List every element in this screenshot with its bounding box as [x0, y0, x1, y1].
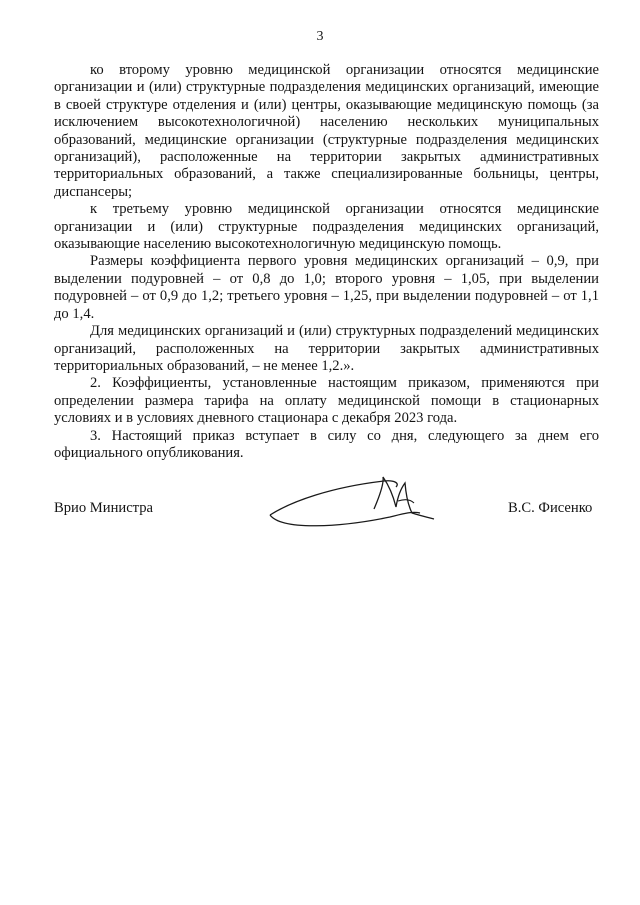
signatory-position: Врио Министра — [54, 500, 153, 516]
paragraph-third-level: к третьему уровню медицинской организации относятся медицинские организации и (или) структурные подразделения медицинских организаций, оказывающие населению высокотехнологичную медицинскую помощь. — [54, 201, 599, 253]
paragraph-item-3: 3. Настоящий приказ вступает в силу со дня, следующего за днем его официального опубликования. — [54, 427, 599, 461]
handwritten-signature — [262, 465, 442, 537]
document-body — [54, 62, 599, 462]
signatory-name: В.С. Фисенко — [508, 500, 593, 516]
paragraph-closed-territories: Для медицинских организаций и (или) структурных подразделений медицинских организаций, расположенных на территории закрытых административных территориальных образований, – не менее 1,2.». — [54, 323, 599, 374]
paragraph-coefficient-sizes: Размеры коэффициента первого уровня медицинских организаций – 0,9, при выделении подуровней – от 0,8 до 1,0; второго уровня – 1,05, при выделении подуровней – от 0,9 до 1,2; третьего уровня – 1,25, при выделении подуровней – от 1,1 до 1,4. — [54, 253, 599, 322]
paragraph-second-level: ко второму уровню медицинской организации относятся медицинские организации и (или) структурные подразделения медицинских организаций, имеющие в своей структуре отделения и (или) центры, оказывающие медицинскую помощь (за исключением высокотехнологичной) населению нескольких муниципальных образований, медицинские организации (структурные подразделения медицинских организаций), расположенные на территории закрытых административных территориальных образований, а также специализированные больницы, центры, диспансеры; — [54, 62, 599, 200]
paragraph-item-2: 2. Коэффициенты, установленные настоящим приказом, применяются при определении размера тарифа на оплату медицинской помощи в стационарных условиях и в условиях дневного стационара с декабря 2023 года. — [54, 375, 599, 427]
page-number: 3 — [316, 29, 324, 44]
